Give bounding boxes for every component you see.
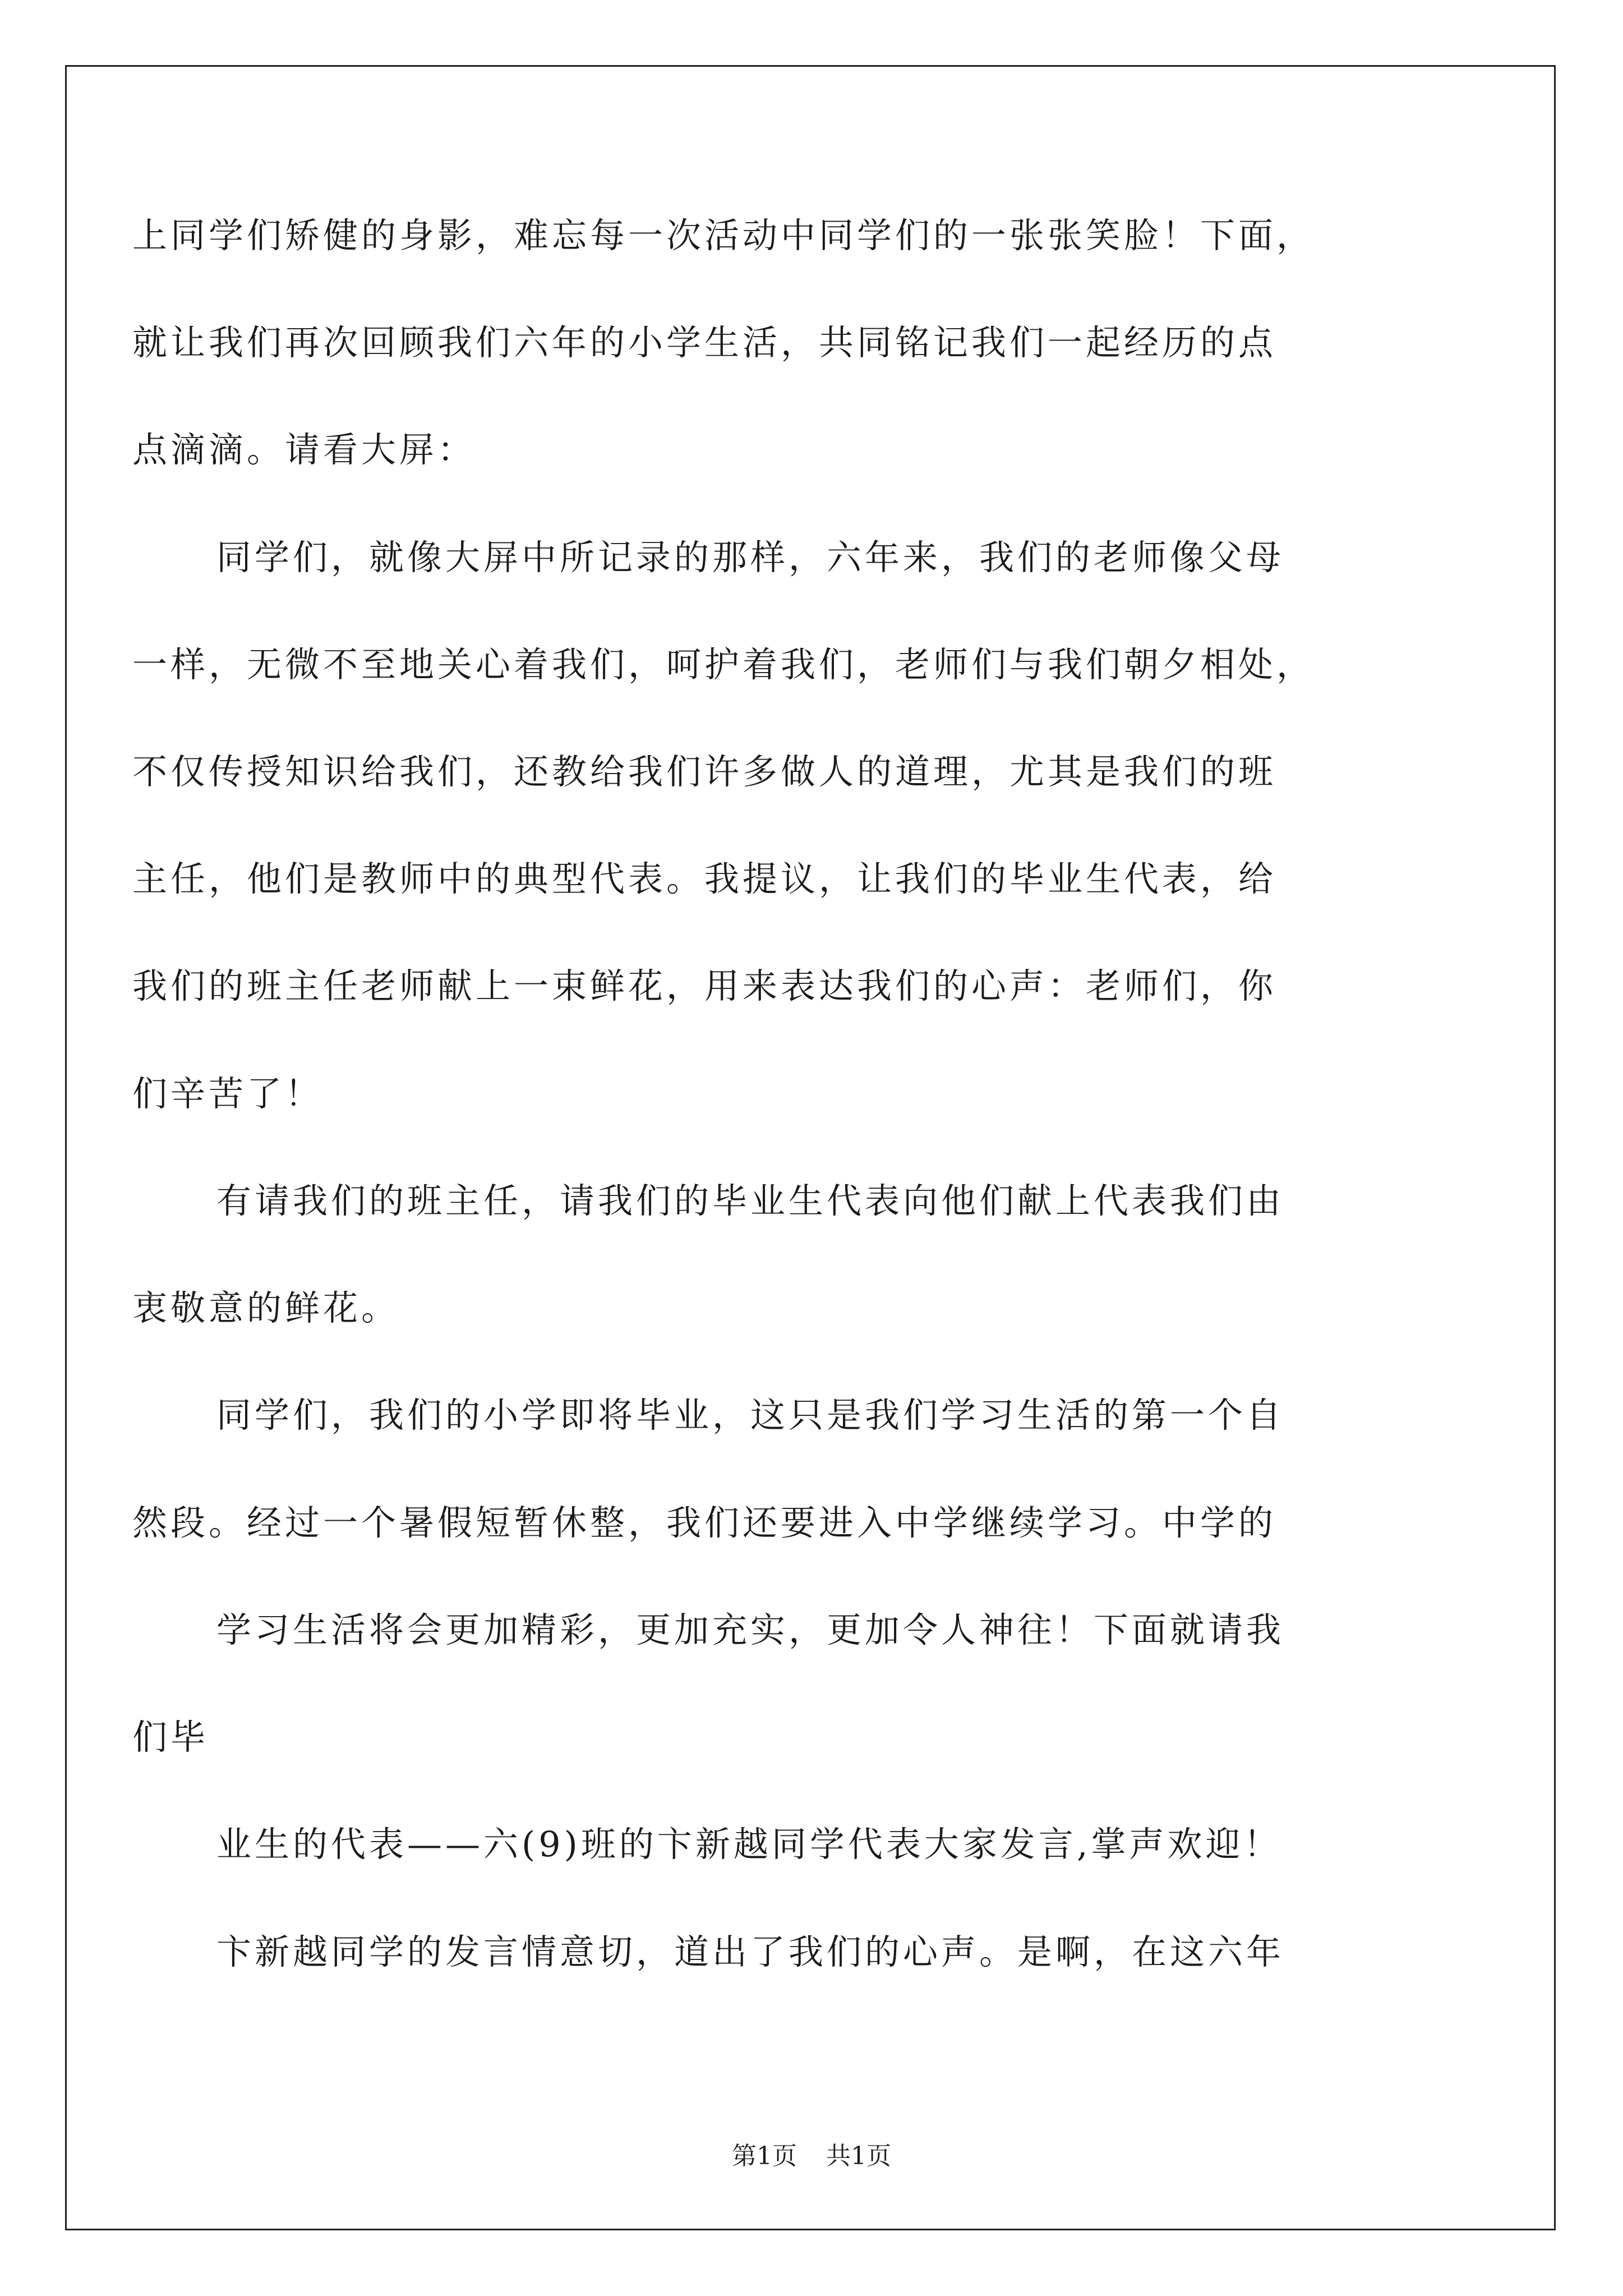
page-total: 共1页 [826,2142,891,2170]
text-line: 同学们，就像大屏中所记录的那样，六年来，我们的老师像父母 [216,537,1285,578]
text-line: 我们的班主任老师献上一束鲜花，用来表达我们的心声：老师们，你 [132,965,1277,1006]
text-line: 同学们，我们的小学即将毕业，这只是我们学习生活的第一个自 [216,1395,1285,1435]
text-line: 一样，无微不至地关心着我们，呵护着我们，老师们与我们朝夕相处， [132,644,1315,685]
text-line: 学习生活将会更加精彩，更加充实，更加令人神往！下面就请我 [216,1609,1285,1650]
text-line: 主任，他们是教师中的典型代表。我提议，让我们的毕业生代表，给 [132,858,1277,899]
text-line: 们辛苦了！ [132,1073,324,1114]
text-line: 点滴滴。请看大屏： [132,429,476,470]
text-line: 业生的代表——六(9)班的卞新越同学代表大家发言,掌声欢迎！ [216,1824,1282,1865]
text-line: 们毕 [132,1717,209,1757]
text-line: 卞新越同学的发言情意切，道出了我们的心声。是啊，在这六年 [216,1931,1285,1972]
text-line: 就让我们再次回顾我们六年的小学生活，共同铭记我们一起经历的点 [132,322,1277,363]
page-frame [65,65,1556,2230]
text-line: 上同学们矫健的身影，难忘每一次活动中同学们的一张张笑脸！下面， [132,215,1315,256]
page-number: 第1页 [732,2142,797,2170]
page-footer [0,2139,1623,2173]
text-line: 有请我们的班主任，请我们的毕业生代表向他们献上代表我们由 [216,1180,1285,1221]
text-line: 不仅传授知识给我们，还教给我们许多做人的道理，尤其是我们的班 [132,751,1277,792]
text-line: 衷敬意的鲜花。 [132,1287,400,1328]
text-line: 然段。经过一个暑假短暂休整，我们还要进入中学继续学习。中学的 [132,1502,1277,1543]
